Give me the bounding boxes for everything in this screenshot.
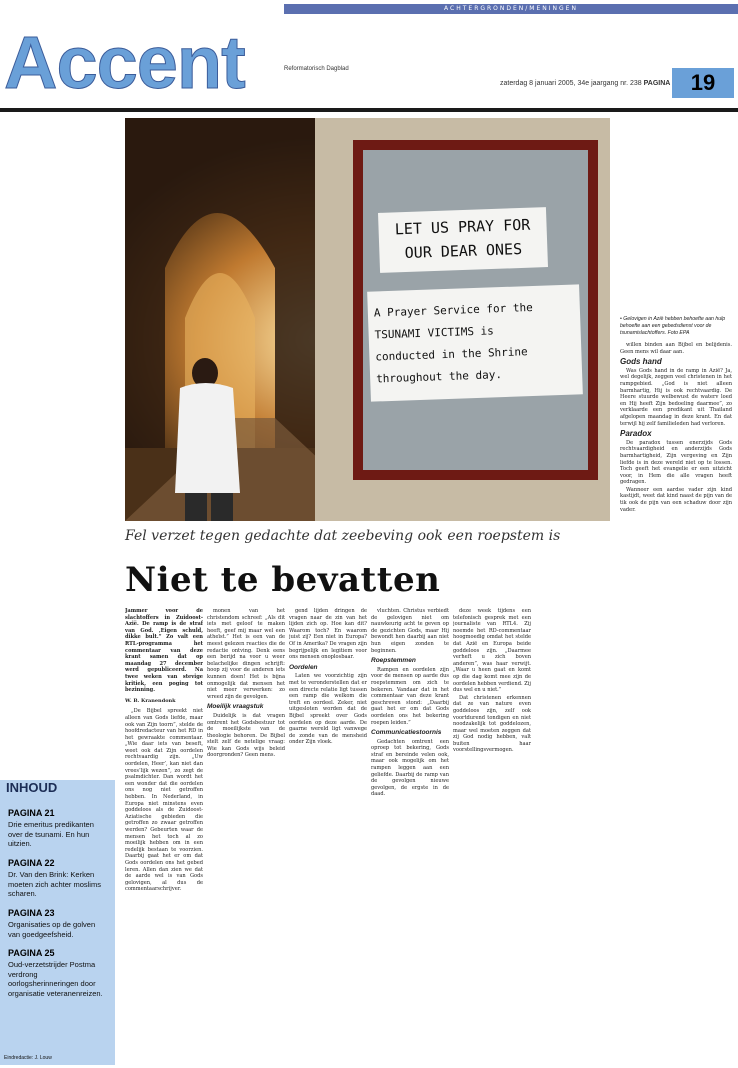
church-photo — [125, 118, 610, 521]
section-title: Accent — [4, 21, 245, 104]
sign-line-1: LET US PRAY FOR — [394, 215, 531, 239]
article-column-4 — [371, 608, 449, 1063]
photo-caption: • Gelovigen in Azië hebben behoefte aan hulp behoefte aan een gebedsdienst voor de tsunamislachtoffers. Foto EPA — [620, 316, 726, 336]
article-byline: W. B. Kranendonk — [125, 697, 176, 704]
column-text: Rampen en oordelen zijn voor de mensen op aarde dus roepstemmen om zich te bekeren. Vandaar dat in het commentaar van deze krant geschreven stond: „Daarbij gaat het er om dat Gods oordelen ons het bekering roepen leiden.” — [371, 666, 449, 726]
section-heading: Moeilijk vraagstuk — [207, 703, 264, 711]
contents-item-text: Dr. Van den Brink: Kerken moeten zich achter moslims scharen. — [8, 870, 101, 898]
column-text: Was Gods hand in de ramp in Azië? Ja, wel degelijk, zeggen veel christenen in het rampgebied. „God is niet alleen barmhartig, Hij is ook rechtvaardig. De Heere stuurde welbewust de waterv loed en Hij heeft Zijn bedoeling daarmee”, zo verklaarde een predikant uit Thailand afgelopen maandag in deze krant. En dat terwijl hij zelf familieleden had verloren. — [620, 367, 732, 427]
notice-line-4: throughout the day. — [375, 368, 503, 386]
church-photo-illustration — [125, 118, 610, 521]
date-line — [500, 80, 670, 87]
article-lead: Jammer voor de slachtoffers in Zuidoost-Azië. De ramp is de straf van God. ‚Eigen schuld, dikke bult.” Zo valt een RTL-programma het commentaar van deze krant samen dat op maandag 27 december werd gepubliceerd. Na twee weken van stevige kritiek, een poging tot bezinning. — [125, 608, 203, 694]
column-text: Duidelijk is dat vragen omtrent het Godsbestuur tot de moeilijkste van de theologie behoren. De Bijbel stelt zelf de netelige vraag: Wie kan Gods wijs beleid doorgronden? Geen mens. — [207, 712, 285, 759]
sign-line-2: OUR DEAR ONES — [404, 239, 523, 263]
section-kicker-bar: ACHTERGRONDEN/MENINGEN — [284, 4, 738, 14]
column-text: „De Bijbel spreekt niet alleen van Gods liefde, maar ook van Zijn toorn”, stelde de hoofdredacteur van het RD in het gewraakte commentaar. „Wie daar iets van beseft, weet ook dat Zijn oordelen rechtvaardig zijn. „Uw oordelen, Heer’, kan niet dan vrees’lijk wezen”, zo zegt de psalmdichter. Dan wordt het een wonder dat die oordelen ons nog niet getroffen hebben. In Nederland, in Europa niet minstens even goddeloos als de Zuidoost-Aziatische gebieden die getroffen zo zwaar getroffen werden? Gebeurten waar de mensen het toch al zo moeilijk hebben om in een redelijk bestaan te voorzien. Daarbij gaat het er om dat Gods oordelen ons het gebed leren. Allen dan zien we dat de aarde wel is van Gods gelovigen, al dus de commentaarschrijver. — [125, 708, 203, 893]
contents-title: INHOUD — [6, 780, 58, 795]
page-label: PAGINA — [643, 80, 671, 87]
section-heading: Paradox — [620, 429, 652, 439]
headline: Niet te bevatten — [125, 560, 441, 600]
date-text: zaterdag 8 januari 2005, 34e jaargang nr. 238 — [500, 80, 642, 87]
section-heading: Oordelen — [289, 663, 318, 671]
column-text: vluchten. Christus verbiedt de gelovigen niet om nauwkeurig acht te geven op de gezichten Gods, maar Hij bewondt hen daarbij aan niet hun eigen zonden te beginnen. — [371, 608, 449, 654]
column-text: monen van het christendom schreef: „Als dit iets met geloof te maken heeft, geef mij maar wel een atheïst.” Het is een van de meest gelezen reacties die de redactie ontving. Denk eens een berijd na voor u weer belachelijke dingen schrijft: hoop zij voor de anderen iets kunnen doen! Het is bijna onmogelijk dat mensen het niet meer verwerken: zo wreed zijn de gevolgen. — [207, 608, 285, 700]
article-column-1 — [125, 608, 203, 1063]
column-text: Laten we voorzichtig zijn met te veronderstellen dat er een directe relatie ligt tussen een ramp die welkom die treft en oordeel. Zeker, niet uitgesloten worden dat de Bijbel spreekt over Gods oordelen op deze aarde. De gaarne wereld ligt vanwege de zonde van de mensheid onder Zijn vloek. — [289, 673, 367, 746]
caption-text: Gelovigen in Azië hebben behoefte aan hulp behoefte aan een gebedsdienst voor de tsunamislachtoffers. — [620, 316, 726, 336]
section-heading: Roepstemmen — [371, 657, 416, 665]
section-heading: Communicatiestoornis — [371, 729, 442, 737]
page-number: 19 — [672, 68, 734, 98]
subheadline: Fel verzet tegen gedachte dat zeebeving ook een roepstem is — [125, 528, 561, 544]
article-column-3 — [289, 608, 367, 1063]
column-text: deze week tijdens een telefonisch gesprek met een journaliste van RTL4. Zij noemde het RD-commentaar hoogmoedig omdat het stelde dat Azië en Europa beide goddeloos zijn. „Daarmee verheft u zich boven anderen”, was haar verwijt. „Waar u heen gaat en komt op die dag komt mee zijn de oordelen hebben verdiend. Zij dus wel en u niet.” — [453, 608, 531, 694]
column-text: De paradox tussen enerzijds Gods rechtvaardigheid en anderzijds Gods barmhartigheid, Zijn vergeving en Zijn liefde is in deze wereld niet op te lossen. Toch geeft het evangelie er een uitzicht voor, in Hem die alle vragen heeft gedragen. — [620, 439, 732, 486]
contents-item-text: Drie emeritus predikanten over de tsunami. En hun uitzien. — [8, 820, 94, 848]
article-column-5 — [453, 608, 531, 1063]
notice-line-1: A Prayer Service for the — [373, 300, 533, 320]
notice-line-2: TSUNAMI VICTIMS is — [374, 324, 495, 342]
contents-page-ref[interactable]: PAGINA 22 — [8, 858, 55, 868]
article-column-6 — [620, 342, 732, 1062]
article-column-2 — [207, 608, 285, 1063]
newspaper-name: Reformatorisch Dagblad — [284, 66, 349, 72]
contents-page-ref[interactable]: PAGINA 23 — [8, 908, 55, 918]
contents-page-ref[interactable]: PAGINA 21 — [8, 808, 55, 818]
column-text: Dat christenen erkennen dat ze van nature even goddeloos zijn, zelf ook voortdurend tondigen en niet noodzakelijk tot goddelozen, maar wel moeten zeggen dat zij God nodig hebben, valt buiten haar voorstellingsvermogen. — [453, 694, 531, 754]
contents-page-ref[interactable]: PAGINA 25 — [8, 948, 55, 958]
column-text: gend lijden dringen de vragen naar de zin van het lijden zich op. Hoe kan dit? Waarom toch? En waarom juist zij? Een niet in Europa? Of in Amerika? De vragen zijn begrijpelijk en legitiem voor ons mensen onoplosbaar. — [289, 608, 367, 661]
notice-line-3: conducted in the Shrine — [375, 345, 528, 364]
header-rule — [0, 108, 738, 112]
editor-credit: Eindredactie: J. Louw — [4, 1055, 52, 1061]
contents-item-text: Organisaties op de golven van goedgeefsheid. — [8, 920, 96, 939]
section-heading: Gods hand — [620, 357, 662, 367]
photo-credit: Foto EPA — [667, 330, 690, 336]
contents-item-text: Oud-verzetstrijder Postma verdrong oorlogsherinneringen door organisatie veteranenreizen. — [8, 960, 103, 998]
column-text: willen binden aan Bijbel en belijdenis. Geen mens wil daar aan. — [620, 342, 732, 355]
column-text: Gedachten omtrent een oproep tot bekering, Gods straf en bereinde velen ook, maar ook mogelijk om het rampen leggen aan een geliefde. Daarbij de ramp van de gevolgen nieuwe gevolgen, de ergste in de daad. — [371, 738, 449, 798]
column-text: Wanneer een aardse vader zijn kind kastijdt, weet dat kind naast de pijn van de tik ook de pijn van een schaduw door zijn vader. — [620, 486, 732, 513]
